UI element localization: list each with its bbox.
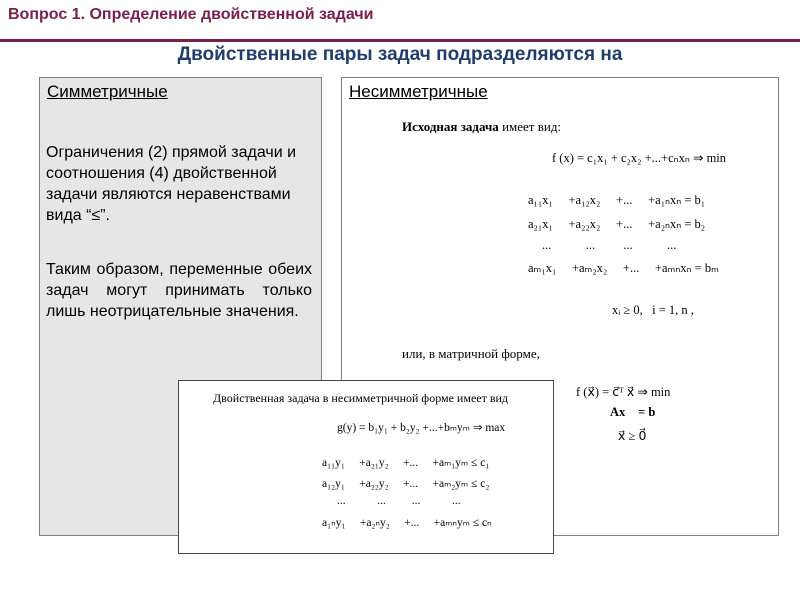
primal-constraint-row: a₁₁x₁ +a₁₂x₂ +... +a₁ₙxₙ = b₁ xyxy=(528,193,706,207)
nonnegativity-condition: xᵢ ≥ 0, i = 1, n , xyxy=(612,303,694,317)
dual-constraint-row: a₁₂y₁ +a₂₂y₂ +... +aₘ₂yₘ ≤ c₂ xyxy=(322,478,490,490)
symmetric-paragraph-2: Таким образом, переменные обеих задач могут принимать только лишь неотрицательные значения. xyxy=(46,261,312,320)
subtitle: Двойственные пары задач подразделяются на xyxy=(177,44,623,65)
symmetric-heading: Симметричные xyxy=(47,82,168,101)
dual-caption: Двойственная задача в несимметричной форме имеет вид xyxy=(213,391,509,405)
primal-objective: f (x) = c₁x₁ + c₂x₂ +...+cₙxₙ ⇒ min xyxy=(552,151,727,165)
dual-constraint-ellipsis: ... ... ... ... xyxy=(337,495,461,507)
matrix-intro: или, в матричной форме, xyxy=(402,346,540,361)
dual-constraint-row: a₁ₙy₁ +a₂ₙy₂ +... +aₘₙyₘ ≤ cₙ xyxy=(322,517,492,529)
dual-problem-popup xyxy=(178,380,554,554)
primal-intro-rest: имеет вид: xyxy=(502,119,562,134)
dual-objective: g(y) = b₁y₁ + b₂y₂ +...+bₘyₘ ⇒ max xyxy=(337,422,506,434)
asymmetric-heading: Несимметричные xyxy=(349,82,488,101)
primal-constraint-row: aₘ₁x₁ +aₘ₂x₂ +... +aₘₙxₙ = bₘ xyxy=(528,261,719,275)
primal-constraint-ellipsis: ... ... ... ... xyxy=(542,238,677,252)
symmetric-paragraph-1: Ограничения (2) прямой задачи и соотношения (4) двойственной задачи являются неравенствами вида “≤”. xyxy=(46,144,297,224)
matrix-nonnegativity: x⃗ ≥ 0⃗ xyxy=(618,429,647,443)
slide-title: Вопрос 1. Определение двойственной задачи xyxy=(8,6,374,23)
title-rule xyxy=(0,39,800,42)
matrix-equality: Ax⃗ = b⃗ xyxy=(610,405,666,419)
primal-constraint-row: a₂₁x₁ +a₂₂x₂ +... +a₂ₙxₙ = b₂ xyxy=(528,217,706,231)
primal-intro xyxy=(402,119,561,135)
matrix-objective: f (x⃗) = c⃗ᵀ x⃗ ⇒ min xyxy=(576,385,671,399)
primal-intro-bold: Исходная задача xyxy=(402,119,499,134)
dual-constraint-row: a₁₁y₁ +a₂₁y₂ +... +aₘ₁yₘ ≤ c₁ xyxy=(322,457,490,469)
